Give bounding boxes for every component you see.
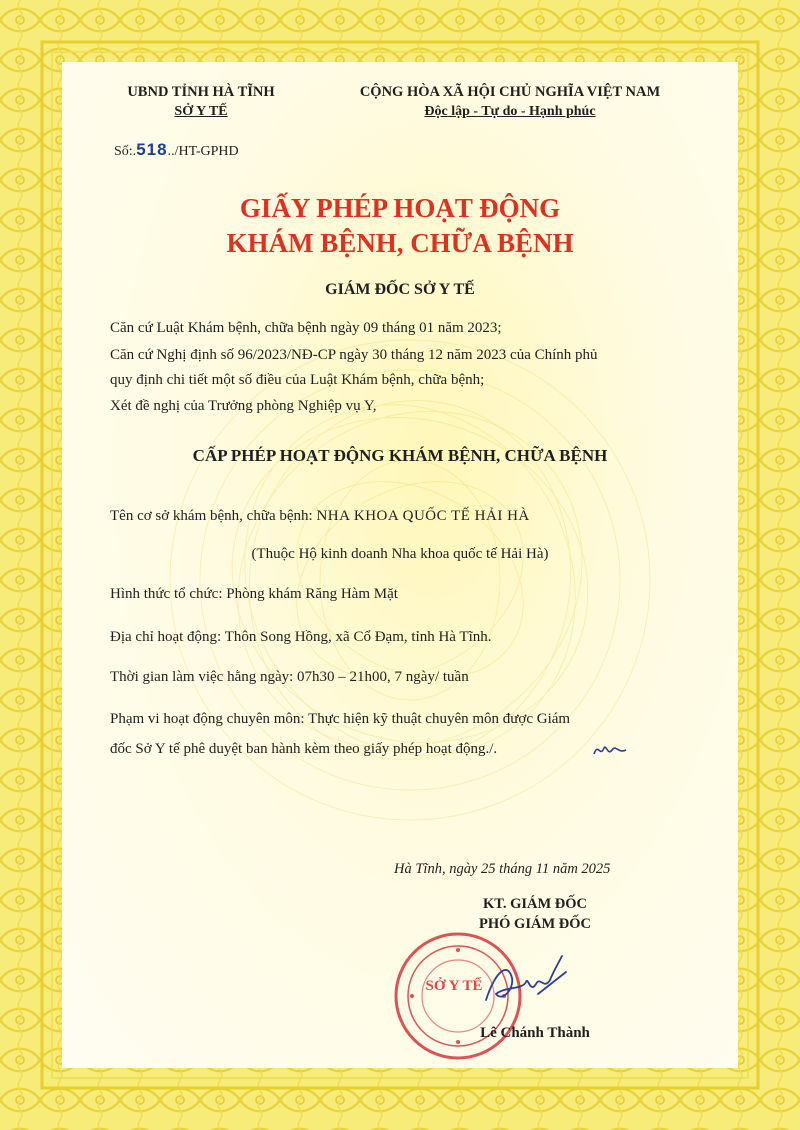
- doc-number-suffix: ../HT-GPHD: [167, 144, 239, 159]
- basis-line: Căn cứ Nghị định số 96/2023/NĐ-CP ngày 30 tháng 12 năm 2023 của Chính phủ: [110, 347, 598, 363]
- handwritten-signature-icon: [466, 950, 586, 1020]
- hours-value: 07h30 – 21h00, 7 ngày/ tuần: [297, 669, 469, 685]
- doc-number-prefix: Số:.: [114, 144, 137, 159]
- place-and-date: Hà Tĩnh, ngày 25 tháng 11 năm 2025: [394, 861, 611, 877]
- national-heading-block: [320, 82, 700, 122]
- form-label: Hình thức tổ chức:: [110, 586, 223, 602]
- stamp-label: SỞ Y TẾ: [425, 978, 483, 994]
- department-name: SỞ Y TẾ: [174, 104, 228, 119]
- hours-label: Thời gian làm việc hằng ngày:: [110, 669, 294, 685]
- guilloche-watermark: [140, 200, 680, 960]
- issuing-agency-block: [96, 82, 306, 122]
- basis-line: quy định chi tiết một số điều của Luật Khám bệnh, chữa bệnh;: [110, 372, 485, 388]
- scope-line: đốc Sở Y tế phê duyệt ban hành kèm theo giấy phép hoạt động./.: [110, 741, 498, 757]
- address-row: [110, 629, 492, 646]
- issuer-title: GIÁM ĐỐC SỞ Y TẾ: [325, 281, 475, 298]
- address-value: Thôn Song Hồng, xã Cổ Đạm, tỉnh Hà Tĩnh.: [224, 629, 492, 645]
- facility-label: Tên cơ sở khám bệnh, chữa bệnh:: [110, 508, 313, 524]
- signer-name: Lê Chánh Thành: [480, 1025, 590, 1041]
- signer-role-line1: KT. GIÁM ĐỐC: [482, 896, 588, 912]
- country-name: CỘNG HÒA XÃ HỘI CHỦ NGHĨA VIỆT NAM: [359, 84, 661, 100]
- organization-form-row: [110, 586, 398, 603]
- document-number: [114, 140, 239, 160]
- grant-heading: CẤP PHÉP HOẠT ĐỘNG KHÁM BỆNH, CHỮA BỆNH: [192, 446, 608, 465]
- scope-line: Phạm vi hoạt động chuyên môn: Thực hiện kỹ thuật chuyên môn được Giám: [110, 711, 571, 727]
- address-label: Địa chỉ hoạt động:: [110, 629, 222, 645]
- initial-mark-icon: [590, 736, 630, 762]
- certificate-title-line2: KHÁM BỆNH, CHỮA BỆNH: [226, 228, 574, 258]
- basis-line: Xét đề nghị của Trưởng phòng Nghiệp vụ Y,: [110, 398, 377, 414]
- basis-line: Căn cứ Luật Khám bệnh, chữa bệnh ngày 09 tháng 01 năm 2023;: [110, 320, 502, 336]
- working-hours-row: [110, 669, 469, 686]
- agency-name: UBND TỈNH HÀ TĨNH: [127, 84, 275, 100]
- facility-name-row: [110, 508, 530, 525]
- certificate-title-line1: GIẤY PHÉP HOẠT ĐỘNG: [239, 193, 561, 223]
- facility-owner: (Thuộc Hộ kinh doanh Nha khoa quốc tế Hải Hà): [251, 546, 549, 562]
- doc-number-value: 518: [136, 140, 168, 159]
- facility-value: NHA KHOA QUỐC TẾ HẢI HÀ: [316, 508, 530, 524]
- national-motto: Độc lập - Tự do - Hạnh phúc: [424, 104, 596, 119]
- signer-role-line2: PHÓ GIÁM ĐỐC: [479, 916, 591, 932]
- form-value: Phòng khám Răng Hàm Mặt: [226, 586, 398, 602]
